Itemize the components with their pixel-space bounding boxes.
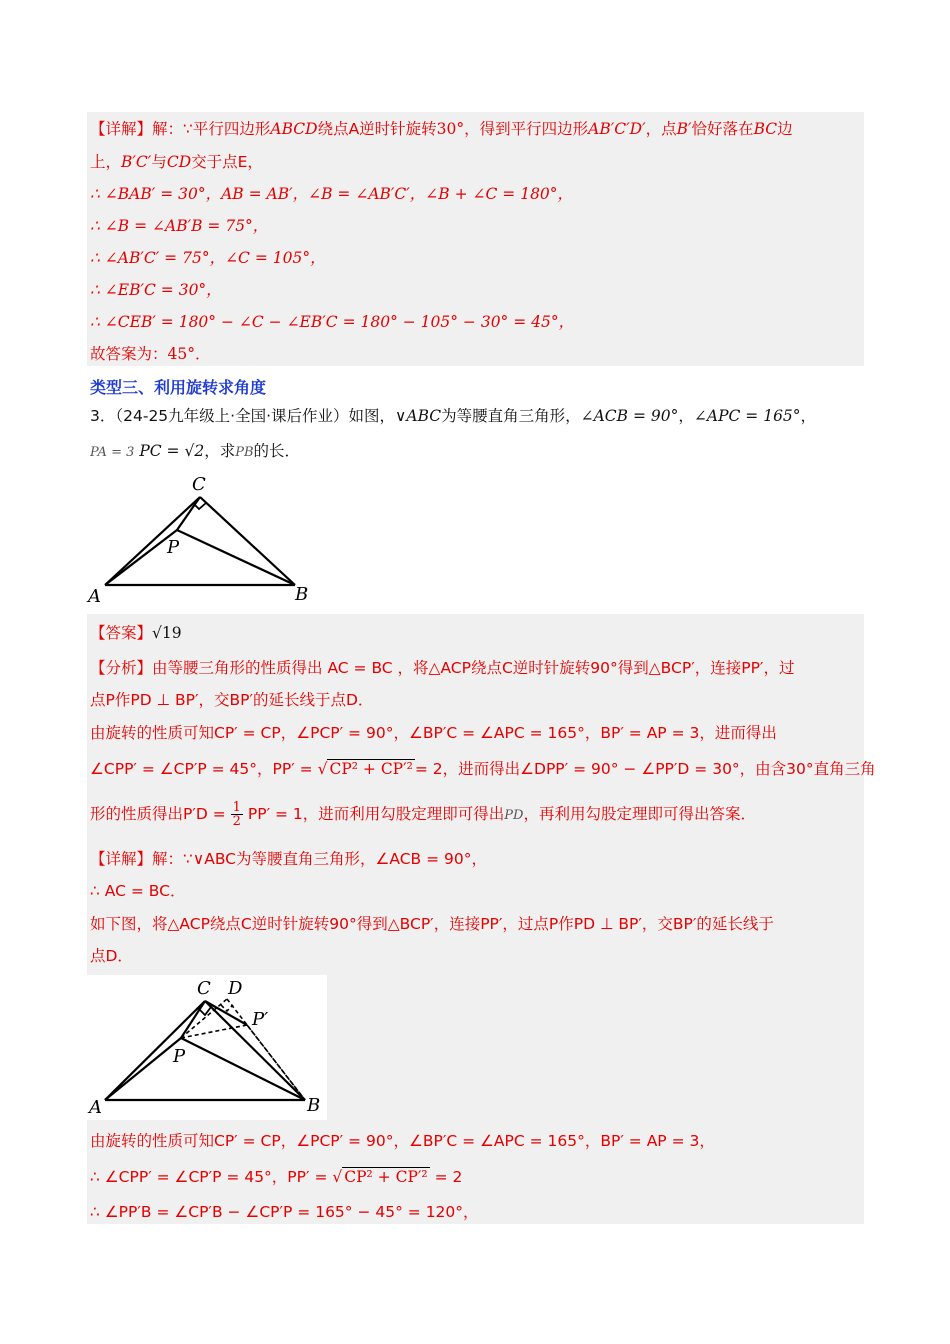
solution1-line1: 【详解】解：∵平行四边形ABCD绕点A逆时针旋转30°，得到平行四边形AB′C′D′，点B′恰好落在BC边 [90,120,793,138]
fig1-label-c: C [192,474,206,495]
fig2-label-d: D [228,978,243,999]
fig2-seg-ap [105,1038,181,1100]
fig2-seg-pc [181,1001,205,1038]
fig1-seg-pc [177,497,200,530]
fig2-label-p: P [173,1046,186,1067]
fig2-label-a: A [89,1097,102,1118]
solution2-line5: 由旋转的性质可知CP′ = CP，∠PCP′ = 90°，∠BP′C = ∠APC = 165°，BP′ = AP = 3， [90,1132,715,1150]
solution1-step4: ∴ ∠EB′C = 30°， [90,281,222,299]
fig2-seg-pb [181,1038,305,1100]
fig1-right-angle-mark [193,503,206,509]
analysis-line3: 由旋转的性质可知CP′ = CP，∠PCP′ = 90°，∠BP′C = ∠APC = 165°，BP′ = AP = 3，进而得出 [90,724,777,742]
solution2-line1: 【详解】解：∵∨ABC为等腰直角三角形，∠ACB = 90°， [90,850,488,868]
analysis-line5: 形的性质得出P′D = $\frac{1}{2}$ PP′ = 1，进而利用勾股定理即可得出PD，再利用勾股定理即可得出答案． [90,800,756,829]
problem-line1: 3．（24-25九年级上·全国·课后作业）如图，∨ABC为等腰直角三角形，∠ACB = 90°，∠APC = 165°， [90,407,817,425]
fig1-label-p: P [167,537,180,558]
analysis-line4: ∠CPP′ = ∠CP′P = 45°，PP′ = √ CP² + CP′² = 2，进而得出∠DPP′ = 90° − ∠PP′D = 30°，由含30°直角三角 [90,760,876,778]
problem-line2: PA = 3 PC = √2，求PB的长． [90,442,301,460]
solution1-step5: ∴ ∠CEB′ = 180° − ∠C − ∠EB′C = 180° − 105° − 30° = 45°， [90,313,575,331]
solution2-line3: 如下图，将△ACP绕点C逆时针旋转90°得到△BCP′，连接PP′，过点P作PD ⊥ BP′，交BP′的延长线于 [90,915,774,933]
fig2-label-pprime: P′ [252,1009,269,1030]
answer-line: 【答案】√19 [90,624,182,642]
detail-tag: 【详解】 [90,120,153,138]
fig1-side-cb [200,497,295,585]
fig1-side-ac [105,497,200,585]
solution2-line7: ∴ ∠PP′B = ∠CP′B − ∠CP′P = 165° − 45° = 120°， [90,1203,479,1221]
section-title: 类型三、利用旋转求角度 [90,378,267,397]
solution1-answer: 故答案为：45°． [90,345,211,363]
analysis-line2: 点P作PD ⊥ BP′，交BP′的延长线于点D． [90,691,374,709]
solution1-step2: ∴ ∠B = ∠AB′B = 75°， [90,217,269,235]
solution1-step1: ∴ ∠BAB′ = 30°，AB = AB′，∠B = ∠AB′C′，∠B + ∠C = 180°， [90,185,574,203]
figure1-triangle [85,470,325,610]
solution2-line6: ∴ ∠CPP′ = ∠CP′P = 45°，PP′ = √ CP² + CP′² = 2 [90,1168,463,1186]
fig1-label-b: B [295,584,309,605]
fig2-side-ac [105,1001,205,1100]
solution1-step3: ∴ ∠AB′C′ = 75°，∠C = 105°， [90,249,326,267]
answer-value: √19 [152,624,182,642]
fraction-one-half: $\frac{1}{2}$ [232,800,241,829]
fig2-label-b: B [307,1095,321,1116]
fig1-label-a: A [88,586,101,607]
analysis-line1: 【分析】由等腰三角形的性质得出 AC = BC ，将△ACP绕点C逆时针旋转90°得到△BCP′，连接PP′，过 [90,659,795,677]
solution2-line2: ∴ AC = BC． [90,882,186,900]
figure2-rotation [87,975,327,1120]
solution1-line2: 上，B′C′与CD交于点E， [90,153,263,171]
fig1-seg-pb [177,530,295,585]
solution2-line4: 点D． [90,947,133,965]
fig2-label-c: C [197,978,211,999]
